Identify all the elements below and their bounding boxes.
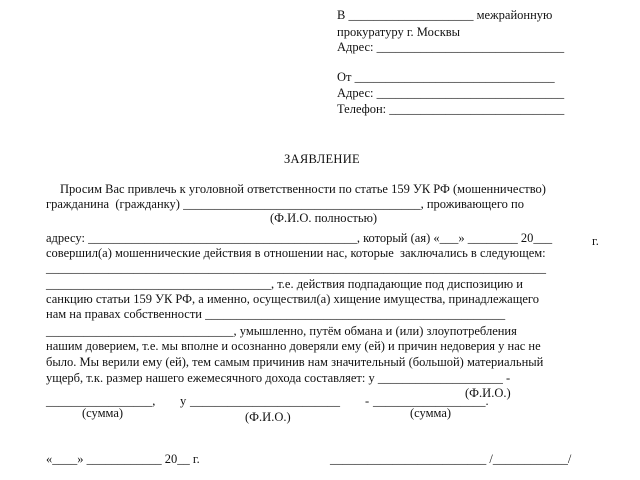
date-line: «____» ____________ 20__ г. [46,452,200,466]
body-line-3-year-suffix: г. [592,234,599,248]
caption-sum-right: (сумма) [410,406,452,420]
to-preposition: у [180,394,187,408]
body-line-1: Просим Вас привлечь к уголовной ответственности по статье 159 УК РФ (мошенничество) [60,182,546,196]
sum-field-left: _________________, [46,394,156,408]
dash-separator: - [365,394,370,408]
document-title: ЗАЯВЛЕНИЕ [284,152,360,166]
caption-sum-left: (сумма) [82,406,124,420]
body-line-11: было. Мы верили ему (ей), тем самым причинив нам значительный (большой) материальный [46,355,544,369]
sender-from-line: От ________________________________ [337,70,555,84]
body-line-8: нам на правах собственности ________________________________________________ [46,307,506,321]
caption-fio-full: (Ф.И.О. полностью) [270,211,378,225]
body-line-6: ____________________________________, т.е. действия подпадающие под диспозицию и [46,277,523,291]
fio-field-mid: ________________________ [190,394,340,408]
addressee-to-line: В ____________________ межрайонную [337,8,553,22]
prosecutor-line: прокуратуру г. Москвы [337,25,461,39]
sum-field-right: __________________. [373,394,489,408]
body-line-2: гражданина (гражданку) ______________________________________, проживающего по [46,197,524,211]
body-line-10: нашим доверием, т.е. мы вполне и осознанно доверяли ему (ей) и причин недоверия у нас не [46,339,541,353]
body-line-3: адресу: ___________________________________________, который (ая) «___» ________ 20___ [46,231,553,245]
body-line-7: санкцию статьи 159 УК РФ, а именно, осуществил(а) хищение имущества, принадлежащего [46,292,539,306]
body-line-12: ущерб, т.к. размер нашего ежемесячного дохода составляет: у ____________________ - [46,371,511,385]
signature-line: _________________________ /____________/ [330,452,572,466]
sender-phone-line: Телефон: ____________________________ [337,102,565,116]
body-line-9: ______________________________, умышленно, путём обмана и (или) злоупотребления [46,324,517,338]
body-line-5: ________________________________________________________________________________ [46,261,546,275]
sender-address-line: Адрес: ______________________________ [337,86,565,100]
caption-fio-right: (Ф.И.О.) [465,386,511,400]
addressee-address-line: Адрес: ______________________________ [337,40,565,54]
body-line-4: совершил(а) мошеннические действия в отношении нас, которые заключались в следующем: [46,246,546,260]
caption-fio-mid: (Ф.И.О.) [245,410,291,424]
